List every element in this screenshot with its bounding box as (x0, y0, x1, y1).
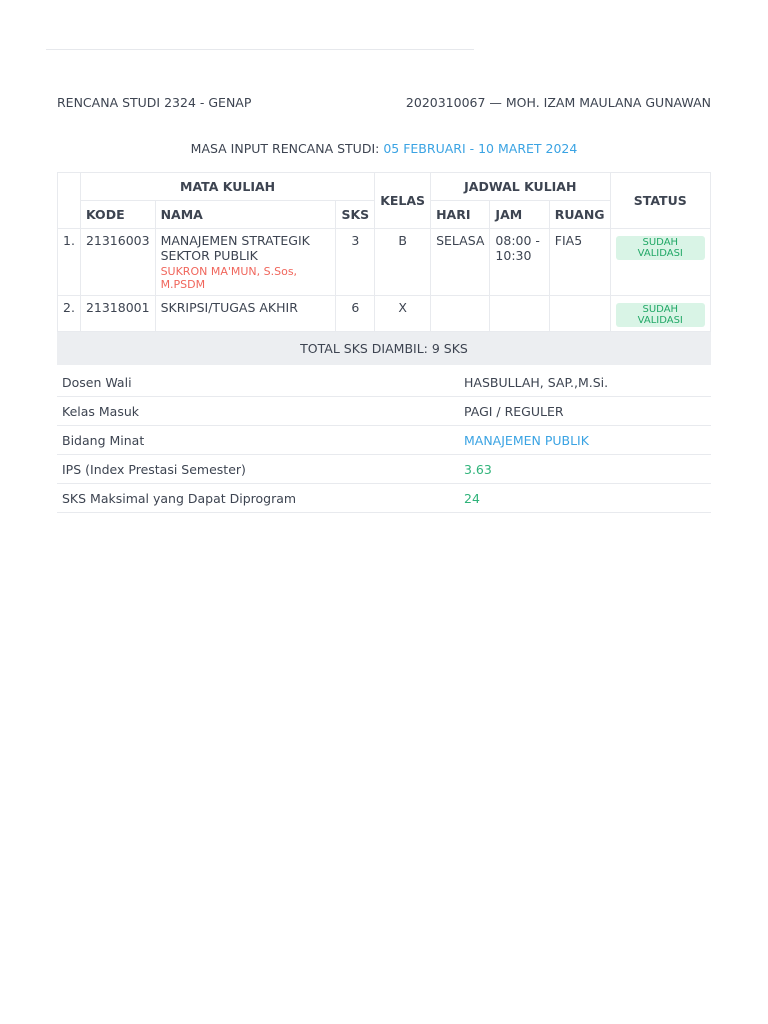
course-name: MANAJEMEN STRATEGIK SEKTOR PUBLIK (160, 233, 310, 263)
course-lecturer: SUKRON MA'MUN, S.Sos, M.PSDM (160, 265, 298, 291)
course-day: SELASA (431, 229, 490, 296)
status-badge: SUDAH VALIDASI (616, 236, 705, 260)
entry-class-value: PAGI / REGULER (464, 403, 564, 419)
header-sks: SKS (336, 201, 375, 229)
table-row (58, 229, 711, 296)
info-row-entry-class (57, 397, 711, 426)
course-room: FIA5 (549, 229, 610, 296)
course-code: 21318001 (80, 296, 155, 332)
course-day (431, 296, 490, 332)
table-header-row-group (58, 173, 711, 201)
max-sks-value: 24 (464, 490, 480, 506)
status-cell (610, 229, 710, 296)
course-plan-table (57, 172, 711, 365)
course-time (490, 296, 549, 332)
max-sks-label: SKS Maksimal yang Dapat Diprogram (62, 490, 297, 506)
header-code: KODE (80, 201, 155, 229)
entry-class-label: Kelas Masuk (62, 403, 140, 419)
field-label: Bidang Minat (62, 432, 145, 448)
advisor-value: HASBULLAH, SAP.,M.Si. (464, 374, 609, 390)
top-divider (46, 49, 474, 50)
status-badge: SUDAH VALIDASI (616, 303, 705, 327)
info-row-max-sks (57, 484, 711, 513)
page-header (57, 95, 711, 110)
total-row (58, 332, 711, 365)
course-name-cell (155, 296, 336, 332)
header-time: JAM (490, 201, 549, 229)
ips-value: 3.63 (464, 461, 492, 477)
table-row (58, 296, 711, 332)
study-plan-title: RENCANA STUDI 2324 - GENAP (57, 95, 252, 110)
total-sks: TOTAL SKS DIAMBIL: 9 SKS (58, 332, 711, 365)
ips-label: IPS (Index Prestasi Semester) (62, 461, 246, 477)
row-number: 1. (58, 229, 81, 296)
input-period-range: 05 FEBRUARI - 10 MARET 2024 (383, 141, 578, 156)
row-number: 2. (58, 296, 81, 332)
info-row-field (57, 426, 711, 455)
header-name: NAMA (155, 201, 336, 229)
field-value: MANAJEMEN PUBLIK (464, 432, 589, 448)
header-day: HARI (431, 201, 490, 229)
advisor-label: Dosen Wali (62, 374, 132, 390)
course-sks: 6 (336, 296, 375, 332)
header-course-group: MATA KULIAH (80, 173, 374, 201)
course-name-cell (155, 229, 336, 296)
student-identity: 2020310067 — MOH. IZAM MAULANA GUNAWAN (405, 95, 711, 110)
header-status: STATUS (610, 173, 710, 229)
header-room: RUANG (549, 201, 610, 229)
status-cell (610, 296, 710, 332)
course-class: B (375, 229, 431, 296)
course-name: SKRIPSI/TUGAS AKHIR (160, 300, 298, 315)
course-time: 08:00 - 10:30 (490, 229, 549, 296)
course-class: X (375, 296, 431, 332)
course-sks: 3 (336, 229, 375, 296)
input-period (57, 141, 711, 156)
course-code: 21316003 (80, 229, 155, 296)
input-period-label: MASA INPUT RENCANA STUDI: (190, 141, 380, 156)
student-info-list (57, 368, 711, 513)
info-row-ips (57, 455, 711, 484)
header-class: KELAS (375, 173, 431, 229)
course-room (549, 296, 610, 332)
header-schedule-group: JADWAL KULIAH (431, 173, 611, 201)
info-row-advisor (57, 368, 711, 397)
header-number (58, 173, 81, 229)
